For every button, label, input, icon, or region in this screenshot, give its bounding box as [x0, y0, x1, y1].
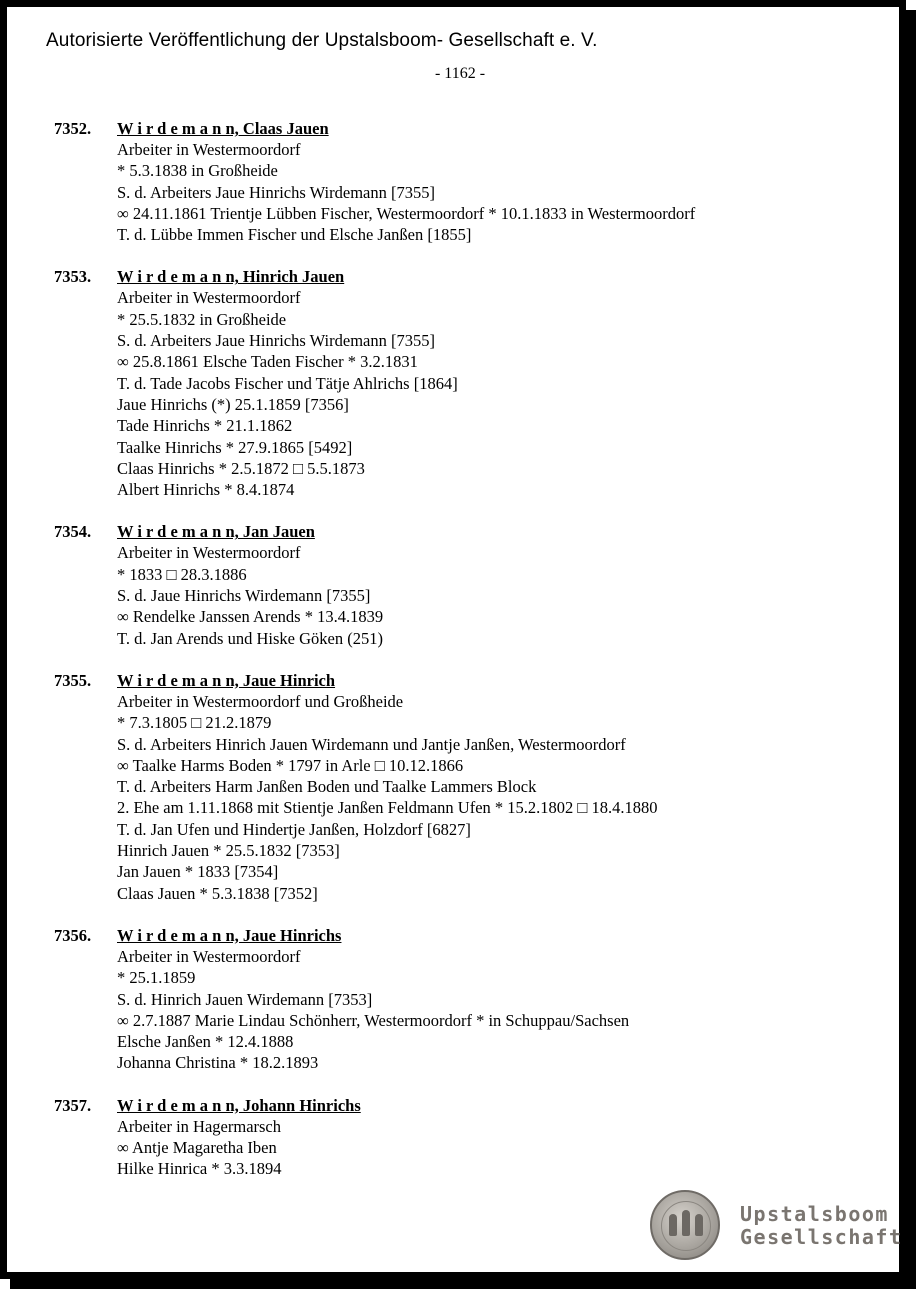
entry-line: ∞ 24.11.1861 Trientje Lübben Fischer, Westermoordorf * 10.1.1833 in Westermoordorf — [117, 203, 696, 223]
entry-line: * 25.1.1859 — [117, 968, 196, 988]
entry-line: 2. Ehe am 1.11.1868 mit Stientje Janßen Feldmann Ufen * 15.2.1802 □ 18.4.1880 — [117, 798, 658, 818]
entry-line: Arbeiter in Westermoordorf — [117, 288, 301, 308]
entry-line: Hilke Hinrica * 3.3.1894 — [117, 1159, 282, 1179]
society-logo — [650, 1190, 903, 1265]
entry-line: Taalke Hinrichs * 27.9.1865 [5492] — [117, 437, 353, 457]
entry-number: 7354. — [54, 522, 92, 542]
genealogy-entry — [0, 1095, 900, 1180]
entry-line: ∞ Taalke Harms Boden * 1797 in Arle □ 10.12.1866 — [117, 755, 464, 775]
logo-line-1: Upstalsboom — [740, 1202, 889, 1226]
genealogy-entry — [0, 670, 900, 904]
entry-number: 7357. — [54, 1095, 92, 1115]
entry-name: W i r d e m a n n, Jaue Hinrich — [117, 670, 336, 690]
entry-line: S. d. Jaue Hinrichs Wirdemann [7355] — [117, 586, 371, 606]
frame-shadow-bottom — [10, 1279, 916, 1289]
entry-line: T. d. Arbeiters Harm Janßen Boden und Taalke Lammers Block — [117, 777, 537, 797]
entry-line: Jan Jauen * 1833 [7354] — [117, 862, 279, 882]
entry-body — [117, 925, 900, 1074]
entry-line: T. d. Lübbe Immen Fischer und Elsche Janßen [1855] — [117, 225, 472, 245]
entry-line: ∞ Antje Magaretha Iben — [117, 1137, 277, 1157]
logo-line-2: Gesellschaft — [740, 1225, 903, 1249]
entry-line: S. d. Hinrich Jauen Wirdemann [7353] — [117, 989, 373, 1009]
entry-line: * 7.3.1805 □ 21.2.1879 — [117, 713, 272, 733]
entry-line: Claas Hinrichs * 2.5.1872 □ 5.5.1873 — [117, 458, 365, 478]
frame-shadow-right — [906, 10, 916, 1289]
entry-name: W i r d e m a n n, Johann Hinrichs — [117, 1095, 361, 1115]
entry-line: Arbeiter in Westermoordorf — [117, 140, 301, 159]
entry-line: S. d. Arbeiters Hinrich Jauen Wirdemann und Jantje Janßen, Westermoordorf — [117, 734, 626, 754]
genealogy-entry — [0, 925, 900, 1074]
entry-line: T. d. Jan Ufen und Hindertje Janßen, Holzdorf [6827] — [117, 819, 471, 839]
entry-line: ∞ 25.8.1861 Elsche Taden Fischer * 3.2.1831 — [117, 352, 418, 372]
entry-body — [117, 521, 900, 648]
entry-name: W i r d e m a n n, Hinrich Jauen — [117, 267, 345, 287]
entry-name: W i r d e m a n n, Claas Jauen — [117, 119, 329, 138]
entry-line: T. d. Jan Arends und Hiske Göken (251) — [117, 628, 383, 648]
entry-line: S. d. Arbeiters Jaue Hinrichs Wirdemann [7355] — [117, 182, 435, 202]
entry-number: 7353. — [54, 267, 92, 287]
entry-line: * 5.3.1838 in Großheide — [117, 161, 278, 181]
entry-line: S. d. Arbeiters Jaue Hinrichs Wirdemann [7355] — [117, 331, 435, 351]
entry-line: Hinrich Jauen * 25.5.1832 [7353] — [117, 841, 340, 861]
entry-number: 7355. — [54, 670, 92, 690]
entry-line: ∞ Rendelke Janssen Arends * 13.4.1839 — [117, 607, 384, 627]
entry-line: Arbeiter in Hagermarsch — [117, 1116, 282, 1136]
entry-number: 7352. — [54, 119, 92, 138]
entry-name: W i r d e m a n n, Jaue Hinrichs — [117, 925, 342, 945]
entry-line: Johanna Christina * 18.2.1893 — [117, 1053, 319, 1073]
entry-name: W i r d e m a n n, Jan Jauen — [117, 522, 315, 542]
entry-body — [117, 670, 900, 904]
entry-line: ∞ 2.7.1887 Marie Lindau Schönherr, Westermoordorf * in Schuppau/Sachsen — [117, 1010, 630, 1030]
genealogy-entry — [0, 266, 900, 500]
entry-line: * 1833 □ 28.3.1886 — [117, 564, 247, 584]
genealogy-entry — [0, 521, 900, 648]
entry-list — [0, 118, 900, 1201]
page-number: - 1162 - — [434, 65, 486, 82]
entry-line: Elsche Janßen * 12.4.1888 — [117, 1032, 294, 1052]
entry-line: Albert Hinrichs * 8.4.1874 — [117, 480, 295, 500]
genealogy-entry — [0, 118, 900, 245]
entry-line: * 25.5.1832 in Großheide — [117, 309, 287, 329]
entry-body — [117, 1095, 900, 1180]
entry-line: Arbeiter in Westermoordorf — [117, 946, 301, 966]
entry-line: Arbeiter in Westermoordorf — [117, 543, 301, 563]
entry-number: 7356. — [54, 925, 92, 945]
seal-icon — [650, 1190, 720, 1260]
entry-body — [117, 266, 900, 500]
logo-text — [740, 1203, 903, 1249]
entry-line: Jaue Hinrichs (*) 25.1.1859 [7356] — [117, 394, 349, 414]
entry-line: T. d. Tade Jacobs Fischer und Tätje Ahlrichs [1864] — [117, 373, 458, 393]
entry-body — [117, 118, 900, 245]
entry-line: Arbeiter in Westermoordorf und Großheide — [117, 691, 404, 711]
header-title: Autorisierte Veröffentlichung der Upstalsboom- Gesellschaft e. V. — [46, 30, 598, 51]
entry-line: Tade Hinrichs * 21.1.1862 — [117, 416, 293, 436]
entry-line: Claas Jauen * 5.3.1838 [7352] — [117, 883, 318, 903]
